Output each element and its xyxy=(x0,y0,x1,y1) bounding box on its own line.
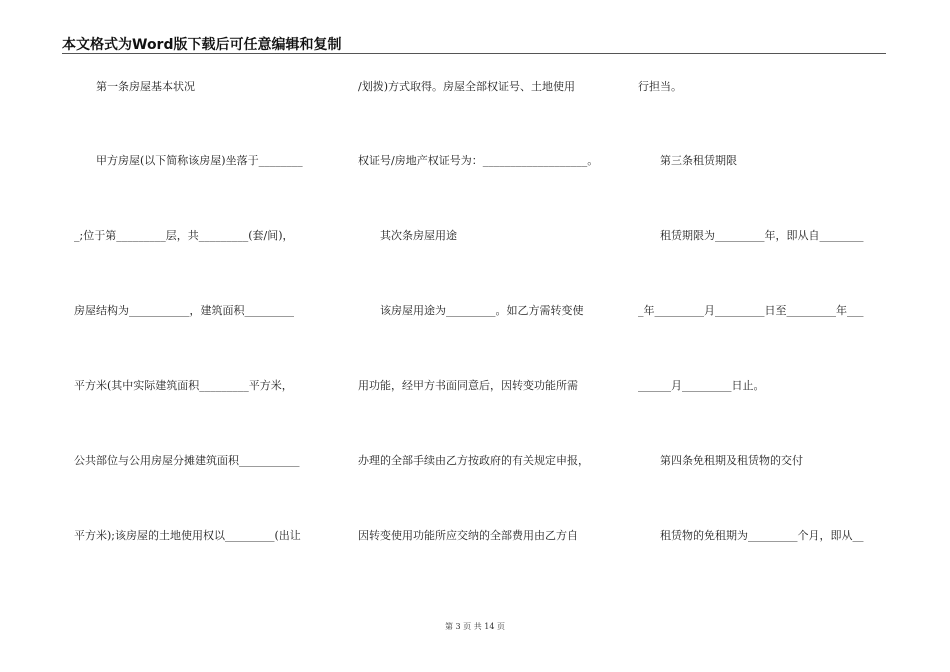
paragraph-line: 租赁物的免租期为_________个月，即从__ xyxy=(638,529,864,542)
paragraph-line: ______月_________日止。 xyxy=(638,379,765,392)
paragraph-line: 该房屋用途为_________。如乙方需转变使 xyxy=(358,304,584,317)
paragraph-line: 房屋结构为___________，建筑面积_________ xyxy=(74,304,294,317)
paragraph-line: 行担当。 xyxy=(638,80,682,93)
paragraph-line: 公共部位与公用房屋分摊建筑面积___________ xyxy=(74,454,300,467)
paragraph-line: 其次条房屋用途 xyxy=(358,229,457,242)
paragraph-line: _年_________月_________日至_________年___ xyxy=(638,304,864,317)
paragraph-line: 因转变使用功能所应交纳的全部费用由乙方自 xyxy=(358,529,578,542)
paragraph-line: _;位于第_________层，共_________(套/间)， xyxy=(74,229,294,242)
document-header-title: 本文格式为Word版下载后可任意编辑和复制 xyxy=(62,37,342,53)
header-rule xyxy=(62,53,886,54)
paragraph-line: 租赁期限为_________年，即从自________ xyxy=(638,229,864,242)
paragraph-line: /划拨)方式取得。房屋全部权证号、土地使用 xyxy=(358,80,575,93)
paragraph-line: 第四条免租期及租赁物的交付 xyxy=(638,454,803,467)
paragraph-line: 第三条租赁期限 xyxy=(638,154,737,167)
page-number-footer: 第 3 页 共 14 页 xyxy=(445,622,505,631)
paragraph-line: 平方米);该房屋的土地使用权以_________(出让 xyxy=(74,529,301,542)
paragraph-line: 甲方房屋(以下简称该房屋)坐落于________ xyxy=(74,154,303,167)
paragraph-line: 平方米(其中实际建筑面积_________平方米， xyxy=(74,379,293,392)
paragraph-line: 用功能，经甲方书面同意后，因转变功能所需 xyxy=(358,379,578,392)
paragraph-line: 权证号/房地产权证号为：___________________。 xyxy=(358,154,599,167)
paragraph-line: 第一条房屋基本状况 xyxy=(74,80,195,93)
paragraph-line: 办理的全部手续由乙方按政府的有关规定申报， xyxy=(358,454,589,467)
